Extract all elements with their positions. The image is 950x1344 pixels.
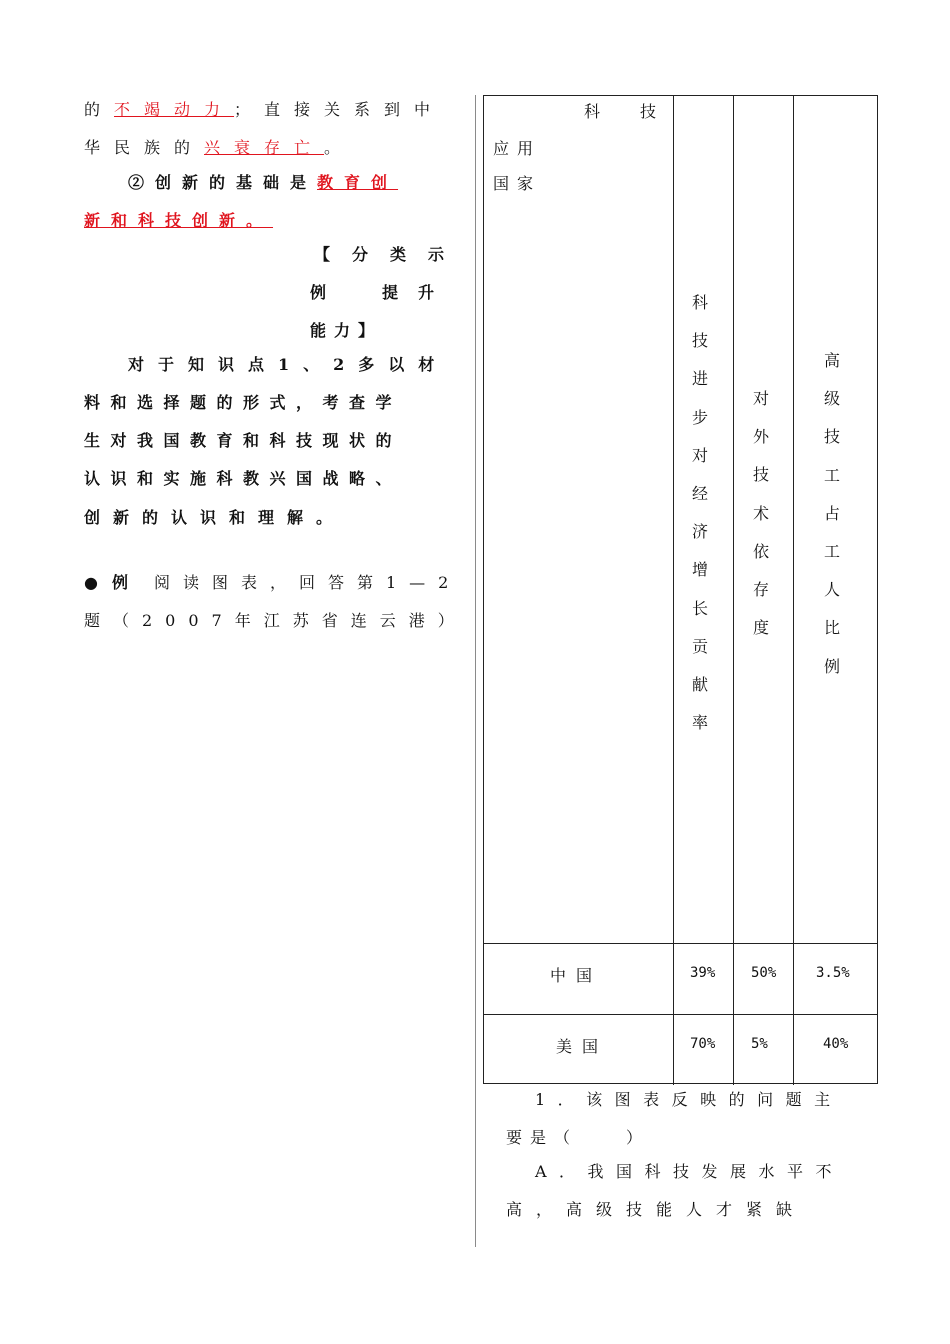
row-country-china: 中国 xyxy=(550,966,603,985)
row-country-usa: 美国 xyxy=(556,1037,609,1056)
data-table xyxy=(483,95,878,1084)
text-line-2 xyxy=(84,135,354,158)
corner-header-bottom: 国家 xyxy=(493,174,542,193)
paragraph-line-5: 创新的认识和理解。 xyxy=(84,508,346,527)
example-line-2: 题（2007年江苏省连云港） xyxy=(84,611,467,630)
corner-header-top: 科 技 xyxy=(584,102,669,121)
cell-china-contribution: 39% xyxy=(690,965,716,981)
header-skilled-ratio: 高级技工占工人比例 xyxy=(823,351,840,676)
question-1-line-1: 1．该图表反映的问题主 xyxy=(535,1090,843,1109)
example-label: 例 xyxy=(111,573,128,592)
paragraph-line-2: 料和选择题的形式，考查学 xyxy=(84,393,403,412)
cell-usa-dependency: 5% xyxy=(751,1036,768,1052)
option-a-line-1: A．我国科技发展水平不 xyxy=(535,1162,845,1181)
text-line-2-post: 。 xyxy=(324,138,355,157)
answer-blank-1: 不竭动力 xyxy=(114,100,235,119)
option-a-line-2: 高，高级技能人才紧缺 xyxy=(506,1200,807,1219)
header-tech-dependency: 对外技术依存度 xyxy=(752,389,769,638)
section-heading-2: 例 提升 xyxy=(310,283,455,302)
section-heading-1: 【分类示 xyxy=(314,245,467,264)
text-line-1 xyxy=(84,97,444,120)
column-divider xyxy=(475,95,476,1247)
text-line-3 xyxy=(128,170,398,193)
paragraph-line-4: 认识和实施科教兴国战略、 xyxy=(84,469,403,488)
answer-blank-3: 教育创 xyxy=(317,173,399,192)
cell-china-skilled: 3.5% xyxy=(816,965,850,981)
header-tech-contribution: 科技进步对经济增长贡献率 xyxy=(691,293,708,733)
table-vline-3 xyxy=(793,96,794,1085)
cell-usa-contribution: 70% xyxy=(690,1036,716,1052)
text-line-2-pre: 华民族的 xyxy=(84,138,205,157)
bullet-icon: ● xyxy=(84,573,98,592)
corner-header-mid: 应用 xyxy=(493,139,542,158)
table-hline-1 xyxy=(484,943,877,944)
cell-usa-skilled: 40% xyxy=(823,1036,849,1052)
section-heading-3: 能力】 xyxy=(310,321,383,340)
text-line-1-post: ；直接关系到中 xyxy=(234,100,445,119)
answer-blank-4: 新和科技创新。 xyxy=(84,211,274,230)
table-hline-2 xyxy=(484,1014,877,1015)
question-1-line-2: 要是（ ） xyxy=(506,1128,651,1147)
example-line-1 xyxy=(84,570,461,593)
cell-china-dependency: 50% xyxy=(751,965,777,981)
text-line-1-pre: 的 xyxy=(84,100,115,119)
table-vline-2 xyxy=(733,96,734,1085)
answer-blank-2: 兴衰存亡 xyxy=(204,138,325,157)
paragraph-line-1: 对于知识点1、2多以材 xyxy=(128,355,449,374)
example-text: 阅读图表，回答第1—2 xyxy=(153,573,462,592)
text-line-3-pre: ②创新的基础是 xyxy=(128,173,318,192)
table-vline-1 xyxy=(673,96,674,1085)
paragraph-line-3: 生对我国教育和科技现状的 xyxy=(84,431,403,450)
